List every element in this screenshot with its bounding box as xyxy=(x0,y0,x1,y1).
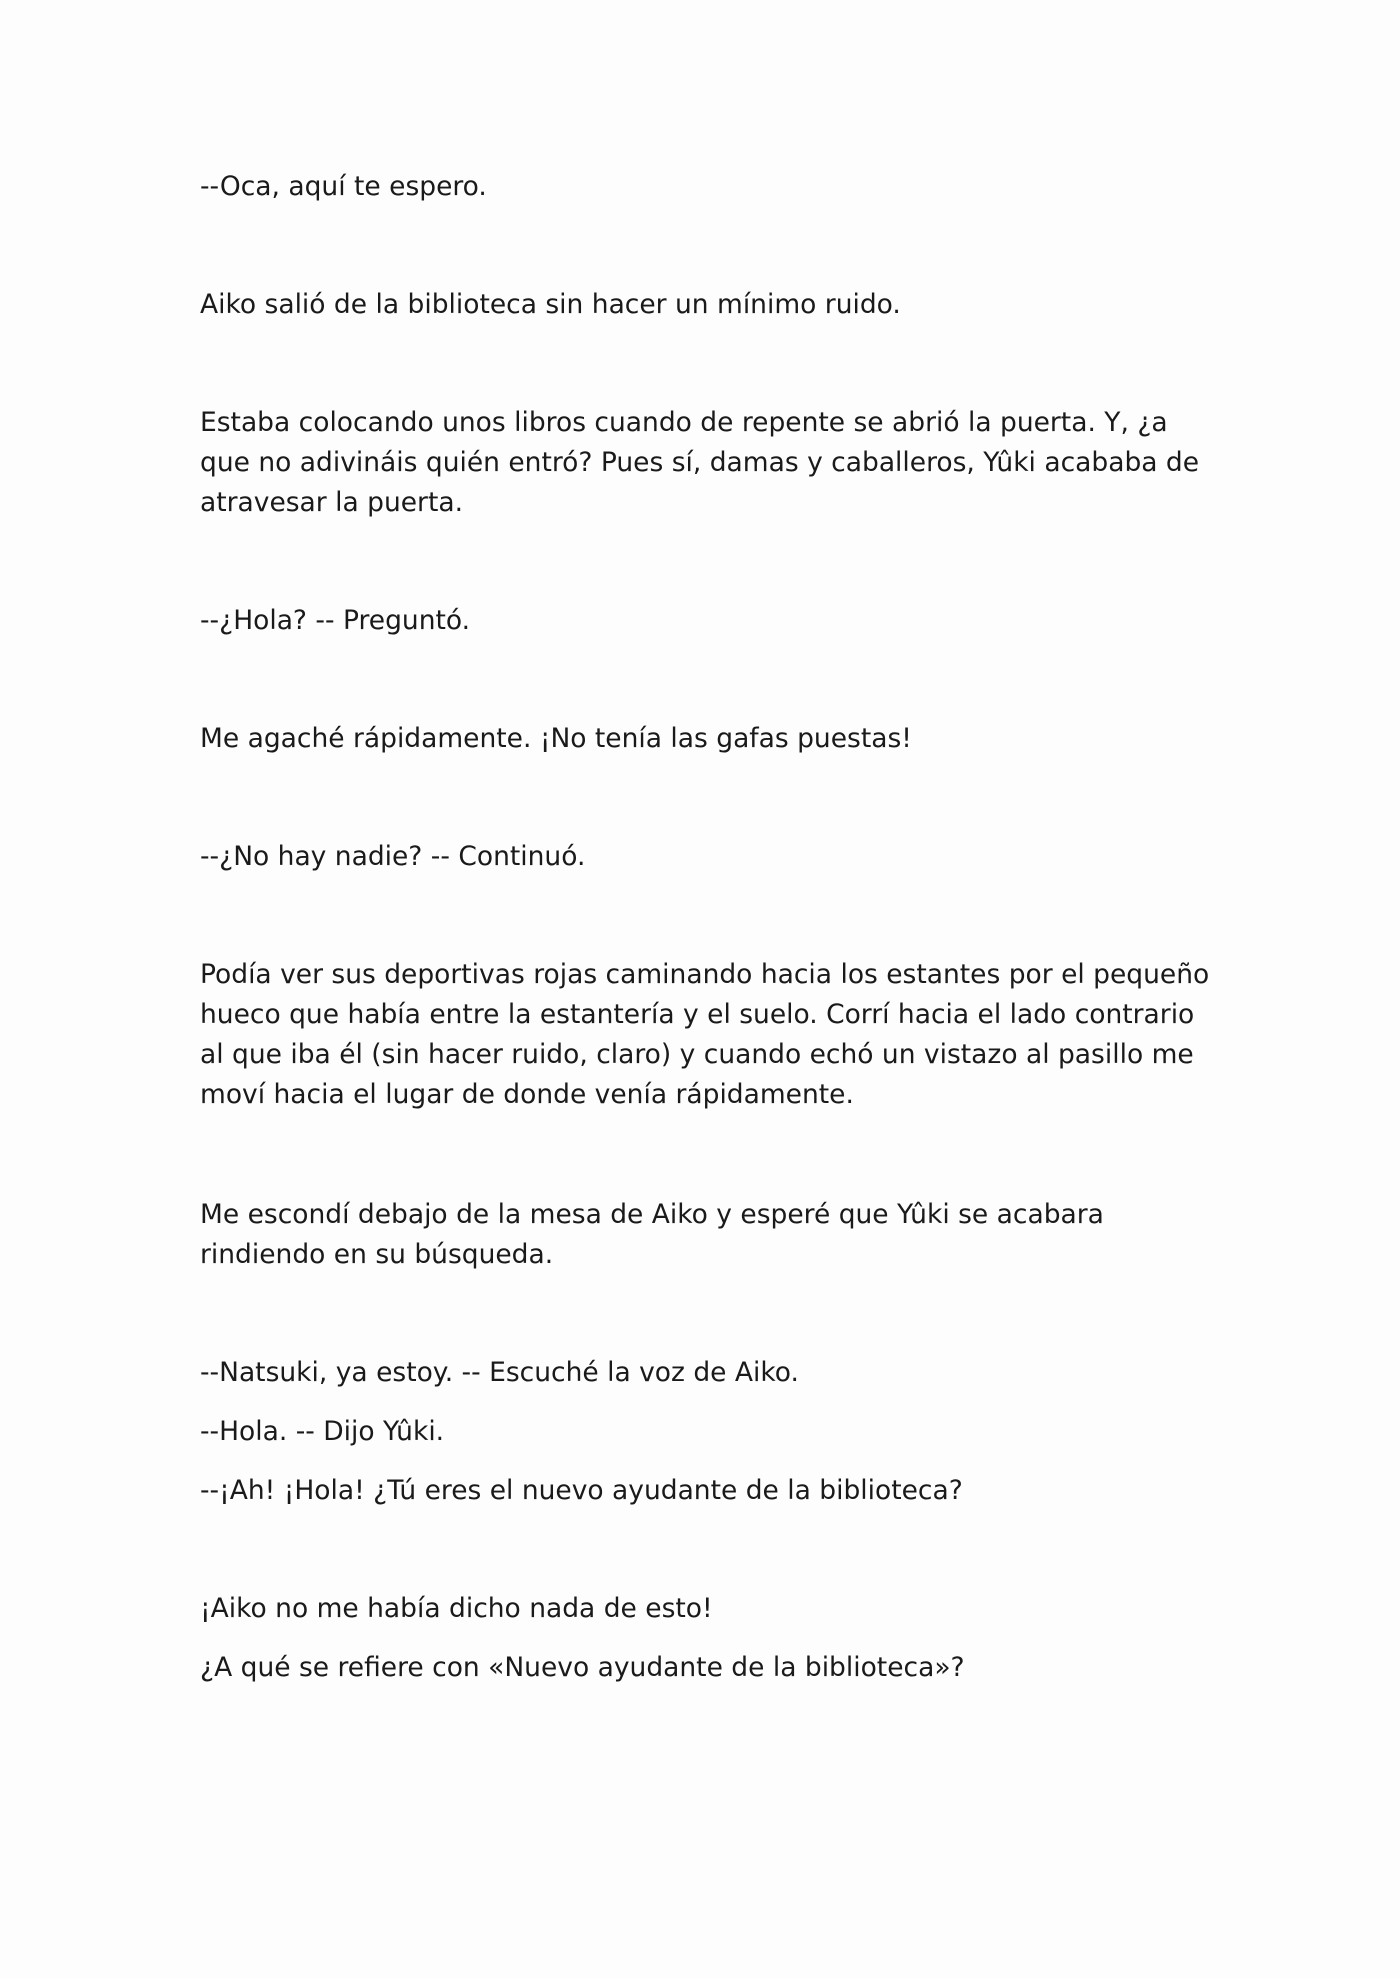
paragraph-13: ¿A qué se refiere con «Nuevo ayudante de la biblioteca»? xyxy=(200,1652,965,1683)
paragraph-8: Me escondí debajo de la mesa de Aiko y esperé que Yûki se acabara rindiendo en su búsqueda. xyxy=(200,1199,1104,1270)
paragraph-3: Estaba colocando unos libros cuando de repente se abrió la puerta. Y, ¿a que no adivináis quién entró? Pues sí, damas y caballeros, Yûki acababa de atravesar la puerta. xyxy=(200,407,1200,518)
paragraph-5: Me agaché rápidamente. ¡No tenía las gafas puestas! xyxy=(200,723,912,754)
paragraph-2: Aiko salió de la biblioteca sin hacer un mínimo ruido. xyxy=(200,289,901,320)
paragraph-10: --Hola. -- Dijo Yûki. xyxy=(200,1416,445,1447)
paragraph-1: --Oca, aquí te espero. xyxy=(200,171,487,202)
paragraph-6: --¿No hay nadie? -- Continuó. xyxy=(200,841,586,872)
paragraph-4: --¿Hola? -- Preguntó. xyxy=(200,605,471,636)
paragraph-12: ¡Aiko no me había dicho nada de esto! xyxy=(200,1593,713,1624)
paragraph-7: Podía ver sus deportivas rojas caminando hacia los estantes por el pequeño hueco que había entre la estantería y el suelo. Corrí hacia el lado contrario al que iba él (sin hacer ruido, claro) y cuando echó un vistazo al pasillo me moví hacia el lugar de donde venía rápidamente. xyxy=(200,959,1210,1110)
paragraph-9: --Natsuki, ya estoy. -- Escuché la voz de Aiko. xyxy=(200,1357,799,1388)
paragraph-11: --¡Ah! ¡Hola! ¿Tú eres el nuevo ayudante de la biblioteca? xyxy=(200,1475,963,1506)
